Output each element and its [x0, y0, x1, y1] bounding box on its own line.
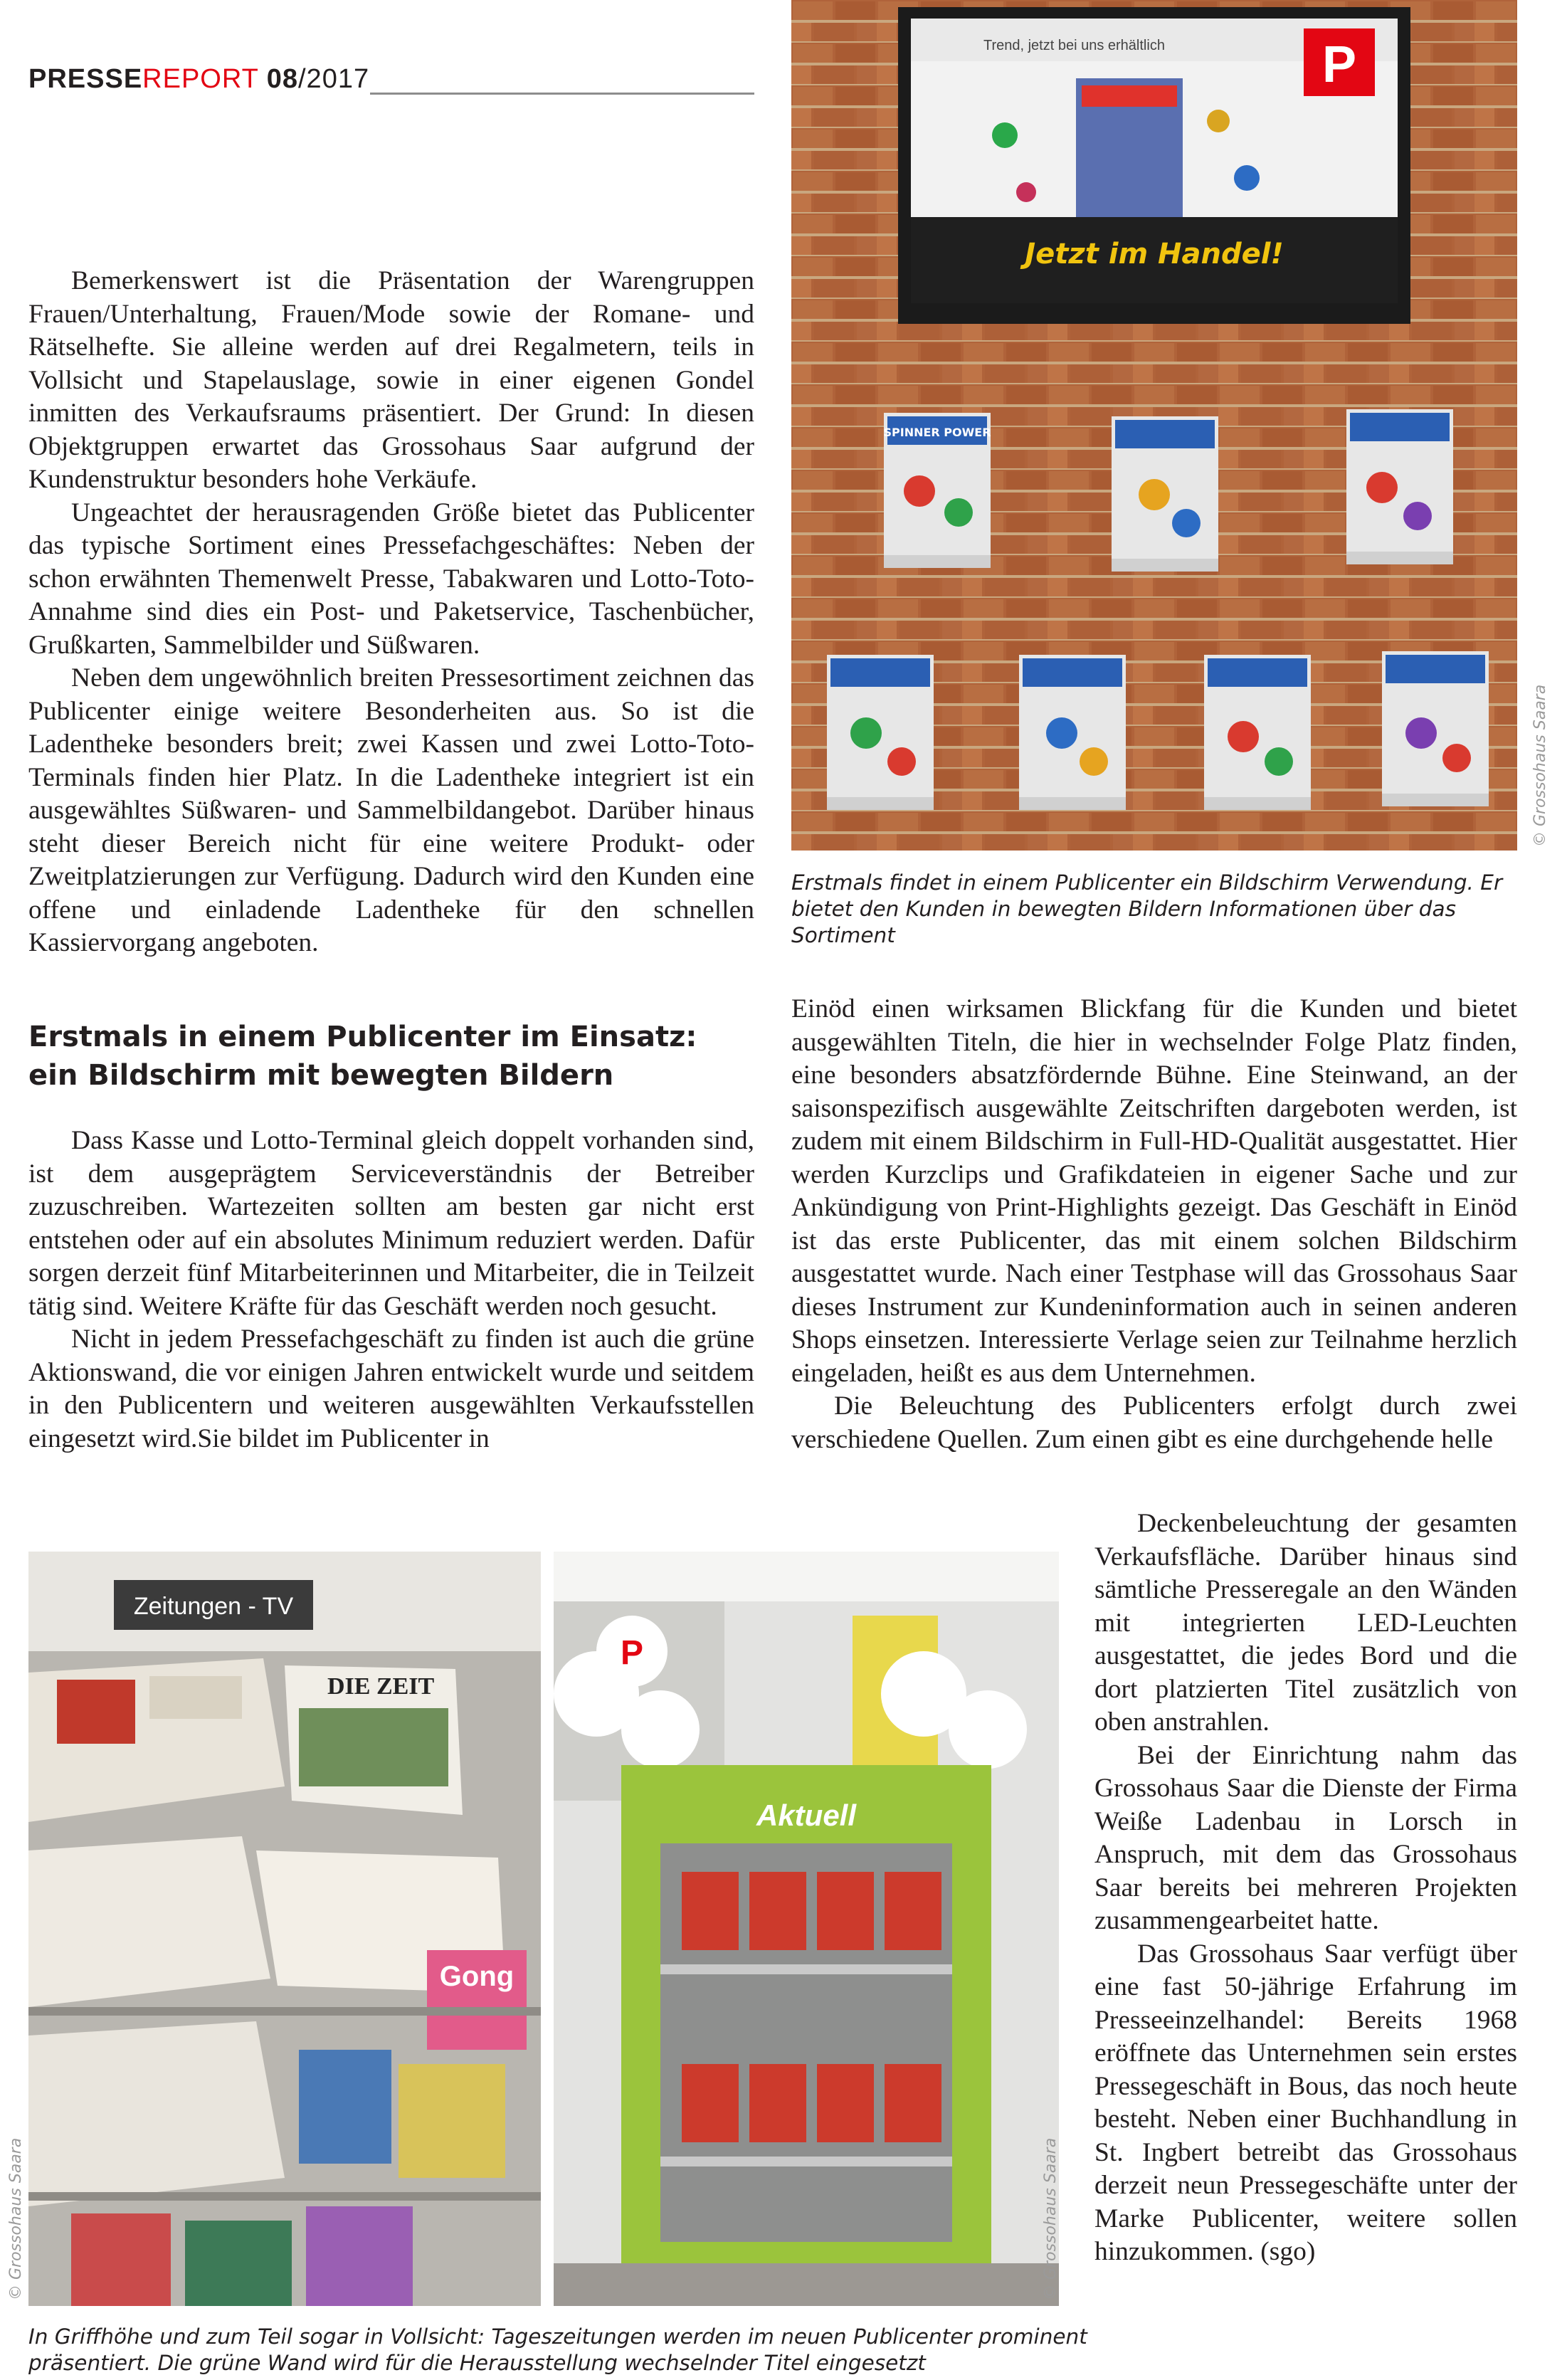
balloon-logo: P	[620, 1634, 644, 1672]
paragraph: Das Grossohaus Saar verfügt über eine fast 50-jährige Erfahrung im Presseeinzelhandel: Bereits 1968 eröffnete das Unternehmen sein erstes Pressegeschäft in Bous, das noch heute besteht. Neben einer Buchhandlung in St. Ingbert betreibt das Grossohaus derzeit neun Pressegeschäfte unter der Marke Publicenter, weitere sollen hinzukommen. (sgo)	[1094, 1939, 1517, 2266]
wall-sign: Aktuell	[756, 1799, 857, 1832]
brand-presse: PRESSE	[28, 64, 143, 94]
column-right-text	[791, 993, 1517, 1456]
screen-logo: P	[1321, 36, 1357, 93]
header-rule	[370, 93, 754, 95]
issue-number: 08	[266, 64, 298, 94]
brand-report: REPORT	[142, 64, 259, 94]
screen-small-text: Trend, jetzt bei uns erhältlich	[983, 38, 1165, 53]
caption-top-photo: Erstmals findet in einem Publicenter ein Bildschirm Verwendung. Er bietet den Kunden in bewegten Bildern Informationen über das Sortiment	[791, 870, 1503, 947]
paper-die-zeit: DIE ZEIT	[327, 1673, 435, 1700]
photo-green-wall	[554, 1552, 1059, 2306]
section-subheading	[28, 1018, 754, 1095]
paragraph: Die Beleuchtung des Publicenters erfolgt durch zwei verschiedene Quellen. Zum einen gibt es eine durchgehende helle	[791, 1391, 1517, 1454]
subheading-line-1: Erstmals in einem Publicenter im Einsatz:	[28, 1021, 697, 1053]
column-left-text	[28, 265, 754, 960]
brick-wall-illustration	[791, 0, 1517, 851]
magazine-header	[28, 64, 369, 95]
photo-credit-top: © Grossohaus Saara	[1531, 684, 1549, 847]
column-right-narrow-text	[1094, 1507, 1517, 2269]
photo-newspaper-rack	[28, 1552, 541, 2306]
newspaper-rack-illustration	[28, 1552, 541, 2306]
issue-year: /2017	[298, 64, 370, 94]
paragraph: Einöd einen wirksamen Blickfang für die Kunden und bietet ausgewählten Titeln, die hier in wechselnder Folge Platz finden, eine besonders absatzfördernde Bühne. Eine Steinwand, an der saisonspezifisch ausgewählte Zeitschriften dargeboten werden, ist zudem mit einem Bildschirm in Full-HD-Qualität ausgestattet. Hier werden Kurzclips und Grafikdateien in eigener Sache und zur Ankündigung von Print-Highlights gezeigt. Das Geschäft in Einöd ist das erste Publicenter, das mit einem solchen Bildschirm ausgestattet wurde. Nach einer Testphase will das Grossohaus Saar dieses Instrument zur Kundeninformation auch in seinen anderen Shops einsetzen. Interessierte Verlage seien zur Teilnahme herzlich eingeladen, heißt es aus dem Unternehmen.	[791, 994, 1517, 1388]
paragraph: Dass Kasse und Lotto-Terminal gleich doppelt vorhanden sind, ist dem ausgeprägtem Serviceverständnis der Betreiber zuzuschreiben. Wartezeiten sollten am besten gar nicht erst entstehen oder auf ein absolutes Minimum reduziert werden. Dafür sorgen derzeit fünf Mitarbeiterinnen und Mitarbeiter, die in Teilzeit tätig sind. Weitere Kräfte für das Geschäft werden noch gesucht.	[28, 1126, 754, 1321]
green-wall-illustration	[554, 1552, 1059, 2306]
paragraph: Bemerkenswert ist die Präsentation der Warengruppen Frauen/Unterhaltung, Frauen/Mode sowie der Romane- und Rätselhefte. Sie alleine werden auf drei Regalmetern, teils in Vollsicht und Stapelauslage, sowie in einer eigenen Gondel inmitten des Verkaufsraums präsentiert. Der Grund: In diesen Objektgruppen erwartet das Grossohaus Saar aufgrund der Kundenstruktur besonders hohe Verkäufe.	[28, 266, 754, 494]
caption-bottom-photos: In Griffhöhe und zum Teil sogar in Vollsicht: Tageszeitungen werden im neuen Publicenter prominent präsentiert. Die grüne Wand wird für die Herausstellung wechselnder Titel eingesetzt	[28, 2324, 1087, 2375]
photo-brick-wall	[791, 0, 1517, 851]
paragraph: Deckenbeleuchtung der gesamten Verkaufsfläche. Darüber hinaus sind sämtliche Presseregale an den Wänden mit integrierten LED-Leuchten ausgestattet, die jedes Bord und die dort platzierten Titel zusätzlich von oben anstrahlen.	[1094, 1509, 1517, 1737]
paragraph: Neben dem ungewöhnlich breiten Pressesortiment zeichnen das Publicenter einige weitere Besonderheiten aus. So ist die Ladentheke besonders breit; zwei Kassen und zwei Lotto-Toto-Terminals finden hier Platz. In die Ladentheke integriert ist ein ausgewähltes Süßwaren- und Sammelbildangebot. Darüber hinaus steht dieser Bereich nicht für eine weitere Produkt- oder Zweitplatzierungen zur Verfügung. Dadurch wird den Kunden eine offene und einladende Ladentheke für den schnellen Kassiervorgang angeboten.	[28, 663, 754, 957]
paragraph: Bei der Einrichtung nahm das Grossohaus Saar die Dienste der Firma Weiße Ladenbau in Lorsch in Anspruch, mit dem das Grossohaus Saar bereits bei mehreren Projekten zusammengearbeitet hatte.	[1094, 1740, 1517, 1935]
rack-sign: Zeitungen - TV	[133, 1593, 294, 1620]
photo-credit-left: © Grossohaus Saara	[7, 2137, 25, 2300]
screen-banner: Jetzt im Handel!	[1025, 238, 1284, 270]
paragraph: Ungeachtet der herausragenden Größe bietet das Publicenter das typische Sortiment eines Pressefachgeschäftes: Neben der schon erwähnten Themenwelt Presse, Tabakwaren und Lotto-Toto-Annahme sind dies ein Post- und Paketservice, Taschenbücher, Grußkarten, Sammelbilder und Süßwaren.	[28, 497, 754, 660]
photo-credit-right: © Grossohaus Saara	[1042, 2137, 1060, 2300]
column-left-text-2	[28, 1125, 754, 1455]
subheading-line-2: ein Bildschirm mit bewegten Bildern	[28, 1059, 614, 1092]
paragraph: Nicht in jedem Pressefachgeschäft zu finden ist auch die grüne Aktionswand, die vor einigen Jahren entwickelt wurde und seitdem in den Publicentern und weiteren ausgewählten Verkaufsstellen eingesetzt wird.Sie bildet im Publicenter in	[28, 1325, 754, 1453]
magazine-gong: Gong	[439, 1961, 515, 1992]
svg-text:SPINNER POWER: SPINNER POWER	[883, 426, 991, 439]
